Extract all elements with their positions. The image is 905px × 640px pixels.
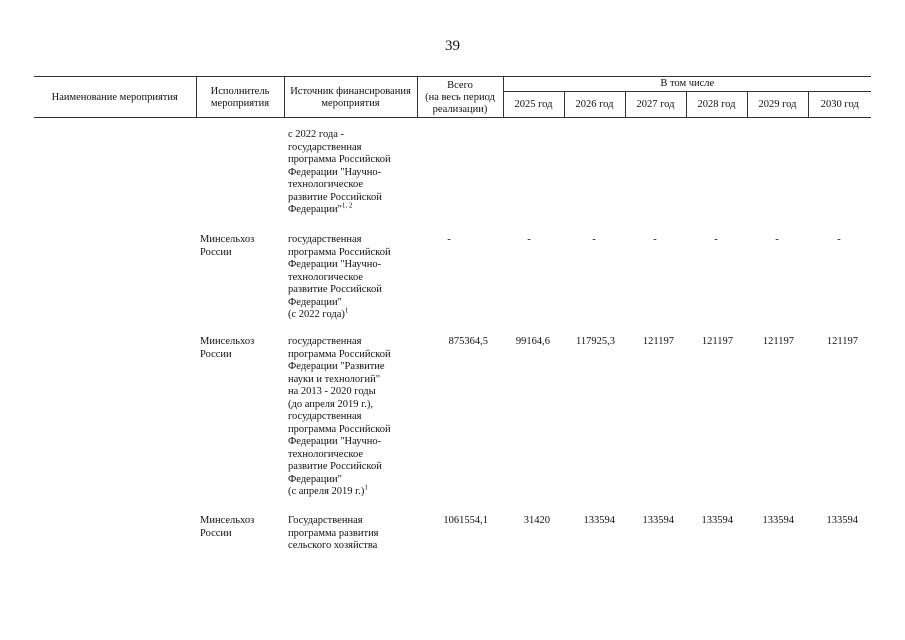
header-name: Наименование мероприятия [34,77,196,119]
value-2026: 117925,3 [576,336,615,347]
value-2028: - [714,234,718,245]
total-cell: 875364,5 [448,336,488,347]
total-cell: 1061554,1 [443,515,488,526]
executor-cell: Минсельхоз России [200,336,255,360]
header-year-2029: 2029 год [747,92,808,119]
value-2030: 121197 [826,336,858,347]
header-year-2026: 2026 год [564,92,625,119]
value-2025: 99164,6 [515,336,550,347]
executor-cell: Минсельхоз России [200,234,255,258]
value-2027: 121197 [642,336,674,347]
total-cell: - [447,234,451,245]
footnote-ref: 1 [364,483,368,492]
source-cell: с 2022 года - государственная программа Российской Федерации "Научно- технологическое развитие Российской Федерации"$^{1, 2}$ [288,129,391,215]
footnote-ref: 1 [344,306,349,315]
header-year-2027: 2027 год [625,92,686,119]
value-2030: 133594 [826,515,858,526]
page-number: 39 [445,38,460,54]
header-table [34,76,871,118]
footnote-ref: 1, 2 [341,201,353,210]
executor-cell: Минсельхоз России [200,515,255,539]
header-year-2028: 2028 год [686,92,747,119]
value-2025: 31420 [523,515,550,526]
value-2029: 121197 [762,336,794,347]
header-year-2030: 2030 год [808,92,871,119]
source-cell: государственная программа Российской Федерации "Научно- технологическое развитие Российской Федерации" (с 2022 года)$^1$ [288,234,391,320]
source-cell: Государственная программа развития сельского хозяйства [288,515,379,551]
header-executor: Исполнитель мероприятия [196,77,284,119]
value-2027: 133594 [642,515,674,526]
value-2029: 133594 [762,515,794,526]
value-2025: - [527,234,531,245]
header-total: Всего (на весь период реализации) [417,77,503,119]
value-2030: - [837,234,841,245]
value-2028: 133594 [701,515,733,526]
table-header [34,76,871,118]
value-2027: - [653,234,657,245]
value-2029: - [775,234,779,245]
header-source: Источник финансирования мероприятия [284,77,417,119]
header-including: В том числе [503,77,871,92]
header-year-2025: 2025 год [503,92,564,119]
source-cell: государственная программа Российской Федерации "Развитие науки и технологий" на 2013 - 2020 годы (до апреля 2019 г.), государственная программа Российской Федерации "Научно- технологическое развитие Российской Федерации" (с апреля 2019 г.)$^1$ [288,336,391,497]
value-2026: 133594 [583,515,615,526]
value-2028: 121197 [701,336,733,347]
value-2026: - [592,234,596,245]
